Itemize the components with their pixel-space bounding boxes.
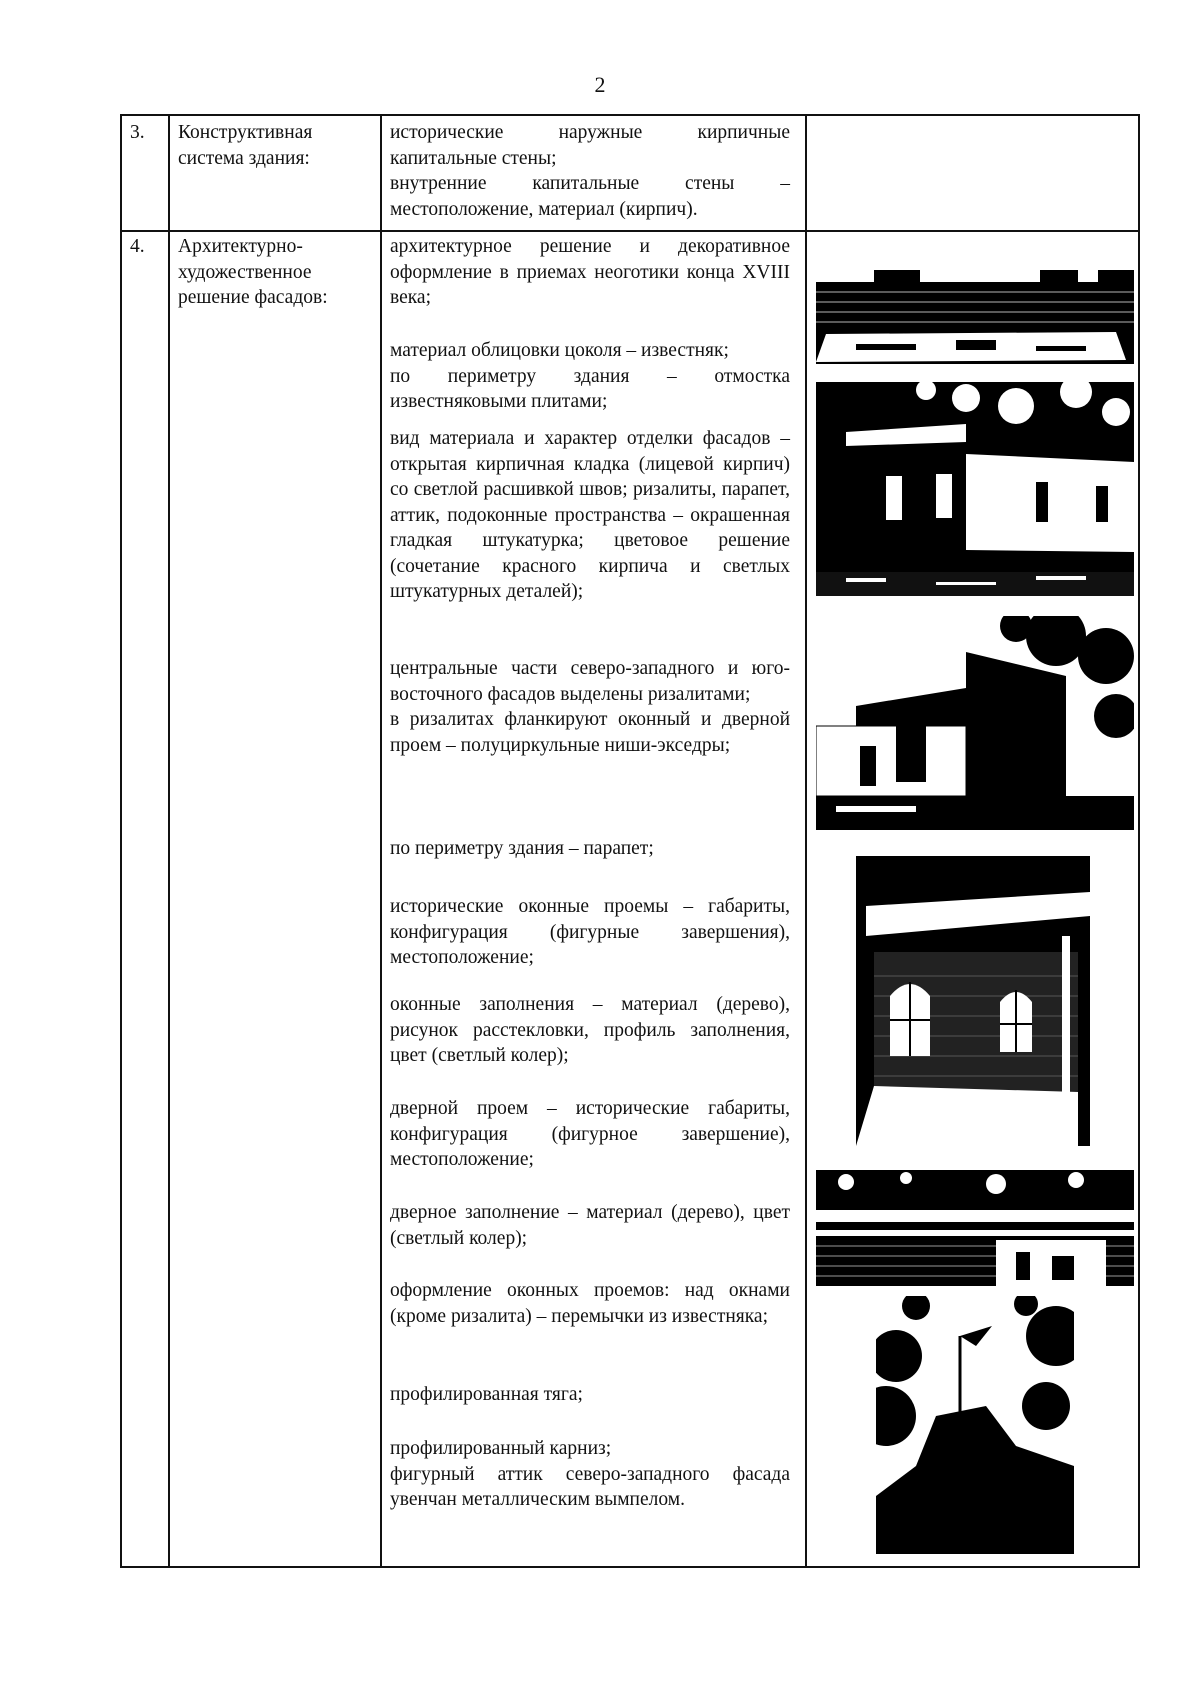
description-block xyxy=(390,1096,790,1173)
row-divider xyxy=(122,230,1138,232)
photo-parapet-plinth xyxy=(816,252,1134,364)
description-item: оконные заполнения – материал (дерево), рисунок расстекловки, профиль заполнения, цвет (светлый колер); xyxy=(390,994,790,1066)
column-divider xyxy=(168,116,170,1566)
description-item: исторические оконные проемы – габариты, конфигурация (фигурные завершения), местоположение; xyxy=(390,896,790,968)
description-block xyxy=(390,234,790,311)
row-name: Архитектурно-художественное решение фасадов: xyxy=(178,236,328,308)
description-block xyxy=(390,1382,790,1408)
column-divider xyxy=(380,116,382,1566)
description-item: фигурный аттик северо-западного фасада увенчан металлическим вымпелом. xyxy=(390,1463,790,1510)
description-block xyxy=(390,836,790,862)
page-number: 2 xyxy=(594,72,606,97)
description-item: дверное заполнение – материал (дерево), цвет (светлый колер); xyxy=(390,1202,790,1249)
row-name: Конструктивная система здания: xyxy=(178,122,313,169)
photo-attic-pennant xyxy=(876,1296,1074,1554)
description-item: архитектурное решение и декоративное оформление в приемах неоготики конца XVIII века; xyxy=(390,236,790,308)
row-number: 3. xyxy=(130,122,145,143)
description-item: вид материала и характер отделки фасадов – открытая кирпичная кладка (лицевой кирпич) со светлой расшивкой швов; ризалиты, парапет, аттик, подоконные пространства – окрашенная гладкая штукатурка; цветовое решение (сочетание красного кирпича и светлых штукатурных деталей); xyxy=(390,428,790,602)
row-description xyxy=(390,120,790,222)
description-item: оформление оконных проемов: над окнами (кроме ризалита) – перемычки из известняка; xyxy=(390,1280,790,1327)
description-item: материал облицовки цоколя – известняк; xyxy=(390,340,729,361)
description-block xyxy=(390,992,790,1069)
description-item: внутренние капитальные стены – местоположение, материал (кирпич). xyxy=(390,173,790,220)
description-item: дверной проем – исторические габариты, конфигурация (фигурное завершение), местоположение; xyxy=(390,1098,790,1170)
description-item: по периметру здания – парапет; xyxy=(390,838,654,859)
description-item: центральные части северо-западного и юго-восточного фасадов выделены ризалитами; xyxy=(390,658,790,705)
description-block xyxy=(390,426,790,605)
photo-risalit xyxy=(816,616,1134,830)
description-item: в ризалитах фланкируют оконный и дверной проем – полуциркульные ниши-экседры; xyxy=(390,709,790,756)
row-number: 4. xyxy=(130,236,145,257)
photo-cornice xyxy=(816,1170,1134,1286)
description-block xyxy=(390,1200,790,1251)
description-item: профилированный карниз; xyxy=(390,1438,612,1459)
description-block xyxy=(390,338,790,415)
description-block xyxy=(390,1436,790,1513)
description-block xyxy=(390,656,790,758)
description-item: исторические наружные кирпичные капитальные стены; xyxy=(390,122,790,169)
description-item: профилированная тяга; xyxy=(390,1384,583,1405)
description-item: по периметру здания – отмостка известняковыми плитами; xyxy=(390,365,790,412)
photo-facade-corner xyxy=(816,382,1134,596)
description-block xyxy=(390,894,790,971)
photo-window-detail xyxy=(856,856,1090,1146)
column-divider xyxy=(805,116,807,1566)
description-block xyxy=(390,1278,790,1329)
heritage-table xyxy=(120,114,1140,1568)
